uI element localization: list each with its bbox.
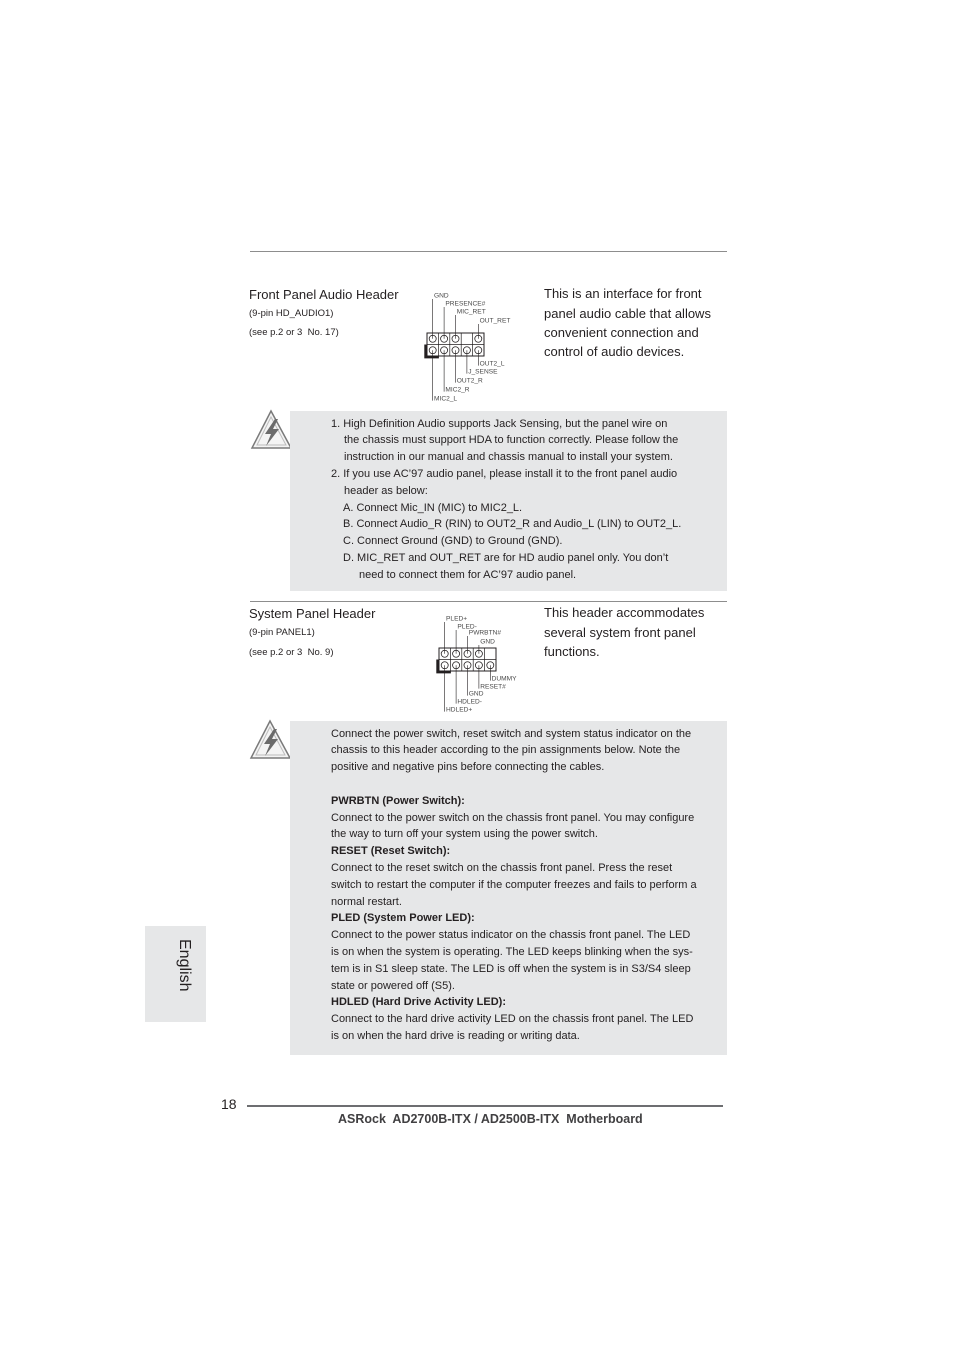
note-line: positive and negative pins before connecting the cables. (331, 761, 605, 774)
note-heading: RESET (Reset Switch): (331, 845, 451, 858)
audio-header-see-ref: (see p.2 or 3 No. 17) (249, 326, 339, 338)
panel-header-description (544, 603, 704, 662)
language-label: English (176, 939, 193, 992)
pin-label: OUT2_L (479, 360, 505, 368)
note-line: header as below: (344, 484, 428, 497)
note-line: normal restart. (331, 895, 402, 908)
note-line: A. Connect Mic_IN (MIC) to MIC2_L. (343, 501, 523, 514)
footer-title: ASRock AD2700B-ITX / AD2500B-ITX Motherboard (338, 1112, 643, 1126)
warning-icon (250, 409, 293, 451)
panel-header-pin-info: (9-pin PANEL1) (249, 626, 315, 638)
pin-label: J_SENSE (468, 368, 498, 376)
pin-label: GND (480, 638, 495, 646)
description-line: This is an interface for front (544, 286, 702, 302)
pin-label: MIC2_R (445, 386, 470, 394)
note-line: switch to restart the computer if the computer freezes and fails to perform a (331, 878, 697, 891)
description-line: panel audio cable that allows (544, 305, 711, 321)
description-line: several system front panel (544, 624, 696, 640)
note-heading: PLED (System Power LED): (331, 912, 475, 925)
note-line: 1. High Definition Audio supports Jack Sensing, but the panel wire on (331, 417, 668, 430)
description-line: functions. (544, 644, 600, 660)
note-line: Connect to the power switch on the chassis front panel. You may configure (331, 811, 695, 824)
audio-header-title: Front Panel Audio Header (249, 286, 399, 302)
pin-label: PLED- (457, 623, 477, 631)
note-line: 2. If you use AC’97 audio panel, please install it to the front panel audio (331, 467, 678, 480)
description-line: control of audio devices. (544, 344, 685, 360)
note-line: need to connect them for AC’97 audio panel. (359, 568, 577, 581)
pin-label: HDLED+ (446, 706, 473, 714)
pin-label: GND (434, 292, 449, 300)
pin-label: RESET# (480, 683, 506, 691)
warning-icon (249, 719, 292, 761)
note-line: D. MIC_RET and OUT_RET are for HD audio panel only. You don’t (343, 551, 669, 564)
note-heading: HDLED (Hard Drive Activity LED): (331, 996, 507, 1009)
audio-header-pin-info: (9-pin HD_AUDIO1) (249, 307, 334, 319)
note-line: is on when the system is operating. The LED keeps blinking when the sys- (331, 945, 693, 958)
pin-label: OUT2_R (456, 377, 483, 385)
section-divider (250, 601, 727, 602)
panel-note-text (331, 726, 697, 1045)
pin-label: PWRBTN# (468, 629, 502, 637)
note-heading: PWRBTN (Power Switch): (331, 794, 465, 807)
language-side-tab (145, 926, 206, 1022)
pin-label: HDLED- (457, 698, 482, 706)
pin-label: MIC_RET (456, 308, 486, 316)
note-line: tem is in S1 sleep state. The LED is off when the system is in S3/S4 sleep (331, 962, 691, 975)
section-divider (250, 251, 727, 252)
pin-label: GND (468, 690, 484, 698)
pin-label: PRESENCE# (445, 300, 486, 308)
note-line: Connect to the reset switch on the chassis front panel. Press the reset (331, 861, 673, 874)
pin-label: MIC2_L (434, 395, 458, 403)
note-line: Connect the power switch, reset switch and system status indicator on the (331, 727, 692, 740)
panel-header-see-ref: (see p.2 or 3 No. 9) (249, 646, 334, 658)
note-line: the way to turn off your system using the power switch. (331, 828, 598, 841)
page-number: 18 (221, 1096, 237, 1112)
audio-header-pin-diagram (418, 288, 518, 404)
note-line: B. Connect Audio_R (RIN) to OUT2_R and Audio_L (LIN) to OUT2_L. (343, 518, 682, 531)
panel-header-pin-diagram (430, 610, 522, 714)
note-line: Connect to the hard drive activity LED on the chassis front panel. The LED (331, 1013, 694, 1026)
note-line: the chassis must support HDA to function correctly. Please follow the (344, 434, 679, 447)
note-line: chassis to this header according to the pin assignments below. Note the (331, 744, 681, 757)
note-blank-line (331, 776, 697, 793)
note-line: instruction in our manual and chassis manual to install your system. (344, 451, 673, 464)
pin-label: PLED+ (446, 615, 468, 623)
pin-label: OUT_RET (479, 317, 511, 325)
note-line: Connect to the power status indicator on the chassis front panel. The LED (331, 929, 691, 942)
footer-rule (247, 1105, 723, 1107)
description-line: convenient connection and (544, 324, 699, 340)
panel-header-title: System Panel Header (249, 605, 376, 621)
pin-label: DUMMY (491, 675, 517, 683)
audio-note-text (331, 416, 681, 584)
note-line: is on when the hard drive is reading or writing data. (331, 1029, 580, 1042)
note-line: C. Connect Ground (GND) to Ground (GND). (343, 535, 563, 548)
note-line: state or powered off (S5). (331, 979, 455, 992)
description-line: This header accommodates (544, 605, 705, 621)
audio-header-description (544, 284, 711, 361)
